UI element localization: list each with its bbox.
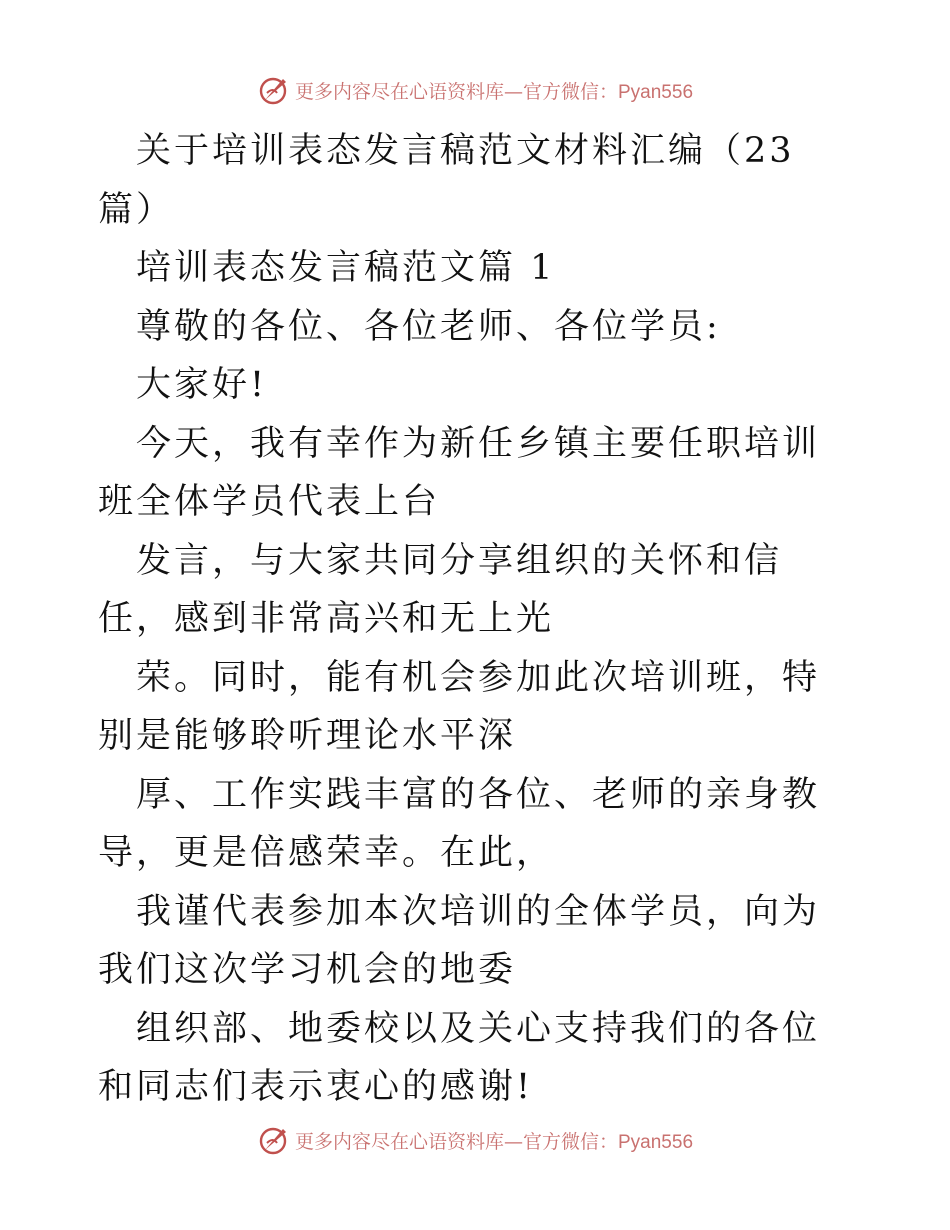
salutation: 尊敬的各位、各位老师、各位学员: [136,306,721,347]
body-paragraph: 今天，我有幸作为新任乡镇主要任职培训班全体学员代表上台 [98,423,821,522]
footer-watermark [0,1120,950,1160]
body-paragraph: 我谨代表参加本次培训的全体学员，向为我们这次学习机会的地委 [98,891,821,990]
document-body [98,122,854,1117]
body-paragraph: 发言，与大家共同分享组织的关怀和信任，感到非常高兴和无上光 [98,540,783,639]
body-paragraph: 荣。同时，能有机会参加此次培训班，特别是能够聆听理论水平深 [98,657,821,756]
body-paragraph: 厚、工作实践丰富的各位、老师的亲身教导，更是倍感荣幸。在此， [98,774,821,873]
quill-logo-icon [257,1123,291,1157]
greeting: 大家好! [136,365,268,405]
watermark-text: 更多内容尽在心语资料库—官方微信：Pyan556 [294,1130,694,1153]
quill-logo-icon [257,73,291,107]
header-watermark [0,70,950,110]
body-paragraph: 组织部、地委校以及关心支持我们的各位和同志们表示衷心的感谢! [98,1008,821,1107]
watermark-text: 更多内容尽在心语资料库—官方微信：Pyan556 [294,80,694,103]
document-title: 关于培训表态发言稿范文材料汇编（23 篇） [98,131,809,230]
section-heading: 培训表态发言稿范文篇 1 [136,248,556,288]
